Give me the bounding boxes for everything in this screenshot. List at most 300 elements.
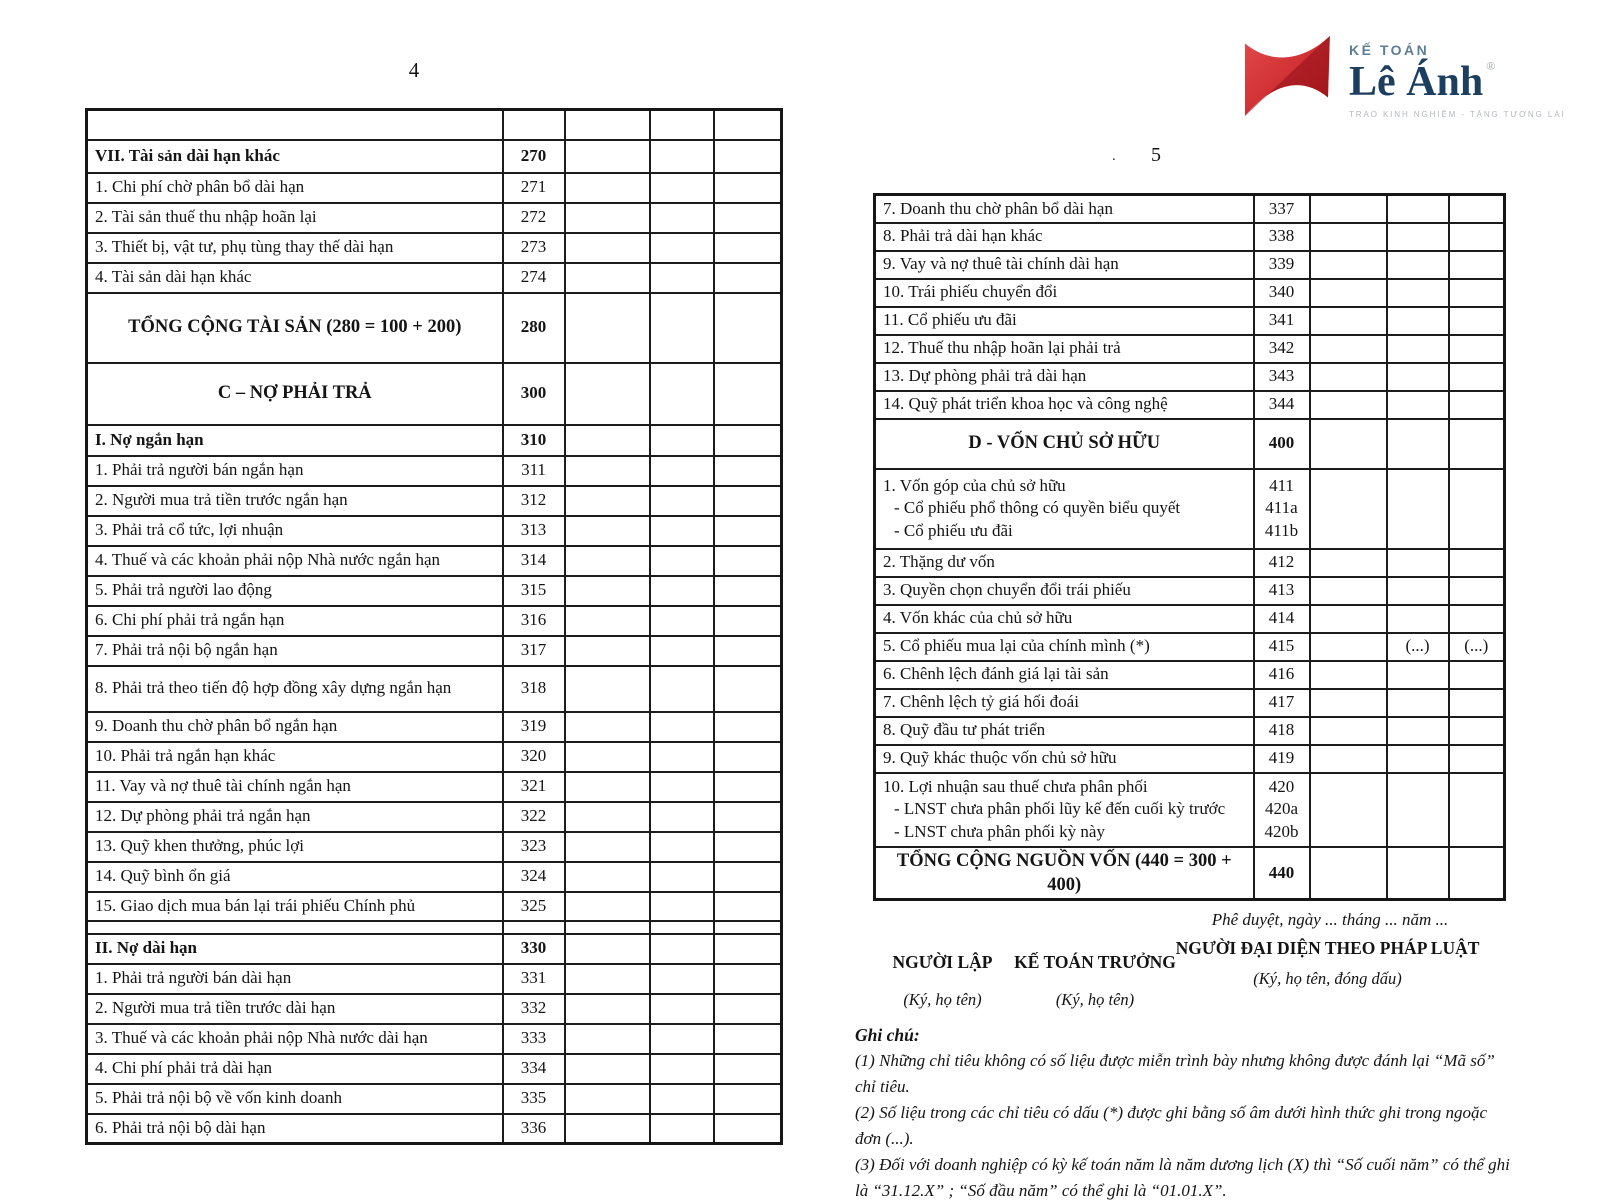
- row-value-col3: [714, 1054, 782, 1084]
- row-value-col1: [565, 173, 650, 203]
- row-value-col2: [1387, 549, 1449, 577]
- row-code: [503, 921, 565, 934]
- row-indicator-label: 1. Chi phí chờ phân bổ dài hạn: [87, 173, 503, 203]
- table-row: [87, 1084, 782, 1114]
- row-value-col3: [714, 742, 782, 772]
- signer-columns: [855, 910, 1505, 1020]
- row-code: 271: [503, 173, 565, 203]
- signer-title: KẾ TOÁN TRƯỞNG: [1014, 952, 1176, 972]
- row-code: 312: [503, 486, 565, 516]
- note-item: (3) Đối với doanh nghiệp có kỳ kế toán năm là năm dương lịch (X) thì “Số cuối năm” có thể ghi là “31.12.X” ; “Số đầu năm” có thể ghi là “01.01.X”.: [855, 1155, 1510, 1200]
- row-value-col3: [714, 110, 782, 140]
- row-indicator-label: 8. Quỹ đầu tư phát triển: [875, 717, 1254, 745]
- row-code: 314: [503, 546, 565, 576]
- row-indicator-label: 8. Phải trả dài hạn khác: [875, 223, 1254, 251]
- row-value-col3: [714, 546, 782, 576]
- row-value-col2: [650, 742, 714, 772]
- row-value-col3: [1449, 469, 1505, 549]
- row-value-col1: [1310, 717, 1387, 745]
- row-value-col2: [650, 636, 714, 666]
- row-code: 340: [1254, 279, 1310, 307]
- row-value-col1: [1310, 605, 1387, 633]
- note-item: (2) Số liệu trong các chỉ tiêu có dấu (*) được ghi bằng số âm dưới hình thức ghi trong ngoặc đơn (...).: [855, 1103, 1488, 1148]
- row-value-col2: [650, 486, 714, 516]
- table-row: [87, 203, 782, 233]
- row-indicator-label: 3. Thuế và các khoản phải nộp Nhà nước dài hạn: [87, 1024, 503, 1054]
- row-value-col3: [714, 921, 782, 934]
- table-row: [87, 1024, 782, 1054]
- row-indicator-label: 5. Phải trả người lao động: [87, 576, 503, 606]
- table-row: [875, 577, 1505, 605]
- row-value-col1: [565, 1114, 650, 1144]
- row-indicator-label: 14. Quỹ phát triển khoa học và công nghệ: [875, 391, 1254, 419]
- table-row: [875, 279, 1505, 307]
- row-code: 274: [503, 263, 565, 293]
- row-value-col1: [565, 832, 650, 862]
- row-code: 344: [1254, 391, 1310, 419]
- row-indicator-label: 4. Tài sản dài hạn khác: [87, 263, 503, 293]
- row-value-col1: [565, 606, 650, 636]
- row-value-col1: [565, 546, 650, 576]
- table-row: [87, 1114, 782, 1144]
- table-row: [875, 335, 1505, 363]
- table-row: [87, 802, 782, 832]
- row-indicator-label: 13. Dự phòng phải trả dài hạn: [875, 363, 1254, 391]
- row-indicator-label: [87, 110, 503, 140]
- row-value-col1: [1310, 419, 1387, 469]
- row-value-col3: [714, 964, 782, 994]
- row-value-col1: [565, 921, 650, 934]
- row-value-col3: [1449, 419, 1505, 469]
- row-code: 337: [1254, 195, 1310, 223]
- row-value-col3: [714, 862, 782, 892]
- row-value-col3: [714, 425, 782, 456]
- row-value-col1: [565, 964, 650, 994]
- row-indicator-label: VII. Tài sản dài hạn khác: [87, 140, 503, 173]
- row-indicator-label: II. Nợ dài hạn: [87, 934, 503, 964]
- signer-sign-note: (Ký, họ tên, đóng dấu): [1253, 968, 1402, 988]
- row-value-col1: [565, 1024, 650, 1054]
- table-row: [87, 921, 782, 934]
- table-row: [87, 363, 782, 425]
- row-value-col1: [565, 934, 650, 964]
- row-value-col2: [650, 203, 714, 233]
- row-value-col1: [1310, 773, 1387, 847]
- row-value-col3: [1449, 717, 1505, 745]
- row-value-col3: [1449, 335, 1505, 363]
- row-indicator-label: I. Nợ ngắn hạn: [87, 425, 503, 456]
- row-indicator-label: 7. Chênh lệch tỷ giá hối đoái: [875, 689, 1254, 717]
- table-row: [87, 742, 782, 772]
- row-code: 440: [1254, 847, 1310, 900]
- table-row: [875, 661, 1505, 689]
- row-code: 272: [503, 203, 565, 233]
- balance-sheet-table-page4: [85, 108, 783, 1145]
- row-value-col1: [565, 636, 650, 666]
- row-indicator-label: 5. Phải trả nội bộ về vốn kinh doanh: [87, 1084, 503, 1114]
- row-value-col2: [650, 110, 714, 140]
- table-row: [875, 469, 1505, 549]
- row-value-col3: (...): [1449, 633, 1505, 661]
- table-row: [87, 934, 782, 964]
- row-value-col2: [650, 892, 714, 921]
- row-value-col1: [565, 802, 650, 832]
- row-value-col2: [650, 1114, 714, 1144]
- brand-tagline: TRAO KINH NGHIỆM - TẶNG TƯƠNG LAI: [1349, 110, 1566, 120]
- row-code: 310: [503, 425, 565, 456]
- row-value-col3: [1449, 195, 1505, 223]
- row-code: 311: [503, 456, 565, 486]
- row-value-col1: [565, 1054, 650, 1084]
- table-row: [87, 456, 782, 486]
- table-row: [87, 1054, 782, 1084]
- row-indicator-label: 6. Chênh lệch đánh giá lại tài sản: [875, 661, 1254, 689]
- row-code: 414: [1254, 605, 1310, 633]
- row-value-col1: [565, 456, 650, 486]
- logo-red-ribbon-icon: [1238, 34, 1334, 118]
- table-row: [875, 689, 1505, 717]
- row-value-col3: [714, 486, 782, 516]
- row-code: 321: [503, 772, 565, 802]
- row-value-col2: [650, 772, 714, 802]
- row-indicator-label: 1. Phải trả người bán dài hạn: [87, 964, 503, 994]
- row-code: 413: [1254, 577, 1310, 605]
- row-indicator-label: 1. Phải trả người bán ngắn hạn: [87, 456, 503, 486]
- row-value-col2: [650, 263, 714, 293]
- row-value-col2: [650, 456, 714, 486]
- row-value-col3: [714, 203, 782, 233]
- row-value-col3: [714, 140, 782, 173]
- row-value-col2: [650, 606, 714, 636]
- row-code: 322: [503, 802, 565, 832]
- row-code: 319: [503, 712, 565, 742]
- row-value-col1: [1310, 223, 1387, 251]
- table-row: [875, 391, 1505, 419]
- table-row: [875, 847, 1505, 900]
- row-value-col3: [714, 606, 782, 636]
- row-value-col3: [714, 173, 782, 203]
- page5-rows: [875, 195, 1505, 900]
- notes-section: [855, 1022, 1513, 1204]
- row-indicator-label: TỔNG CỘNG TÀI SẢN (280 = 100 + 200): [87, 293, 503, 363]
- row-value-col2: [650, 1054, 714, 1084]
- row-value-col3: [714, 1024, 782, 1054]
- row-value-col3: [714, 263, 782, 293]
- table-row: [875, 633, 1505, 661]
- table-row: [875, 195, 1505, 223]
- row-value-col3: [1449, 847, 1505, 900]
- row-code: 317: [503, 636, 565, 666]
- row-value-col2: [650, 516, 714, 546]
- row-value-col2: [650, 293, 714, 363]
- page-number-4: 4: [408, 58, 420, 82]
- brand-logo: [1238, 34, 1566, 119]
- row-code: 418: [1254, 717, 1310, 745]
- table-row: [87, 425, 782, 456]
- row-indicator-label: 8. Phải trả theo tiến độ hợp đồng xây dựng ngắn hạn: [87, 666, 503, 712]
- row-code: 273: [503, 233, 565, 263]
- row-value-col2: [650, 576, 714, 606]
- row-value-col3: [1449, 391, 1505, 419]
- row-code: 412: [1254, 549, 1310, 577]
- row-value-col1: [1310, 577, 1387, 605]
- row-code: 330: [503, 934, 565, 964]
- row-code: 339: [1254, 251, 1310, 279]
- row-code: 400: [1254, 419, 1310, 469]
- table-row: [87, 576, 782, 606]
- row-indicator-label: D - VỐN CHỦ SỞ HỮU: [875, 419, 1254, 469]
- table-row: [87, 832, 782, 862]
- row-indicator-label: 2. Người mua trả tiền trước ngắn hạn: [87, 486, 503, 516]
- table-row: [875, 605, 1505, 633]
- row-indicator-label: 4. Thuế và các khoản phải nộp Nhà nước ngắn hạn: [87, 546, 503, 576]
- row-value-col3: [714, 1084, 782, 1114]
- row-value-col2: [1387, 577, 1449, 605]
- row-value-col1: [565, 293, 650, 363]
- row-code: 270: [503, 140, 565, 173]
- row-value-col2: [1387, 661, 1449, 689]
- row-code: 300: [503, 363, 565, 425]
- table-row: [87, 110, 782, 140]
- table-row: [87, 606, 782, 636]
- row-value-col2: [650, 994, 714, 1024]
- row-value-col3: [1449, 661, 1505, 689]
- row-code: 313: [503, 516, 565, 546]
- row-indicator-label: 3. Phải trả cổ tức, lợi nhuận: [87, 516, 503, 546]
- row-value-col1: [1310, 847, 1387, 900]
- table-row: [87, 263, 782, 293]
- row-indicator-label: 4. Chi phí phải trả dài hạn: [87, 1054, 503, 1084]
- row-indicator-label: 10. Lợi nhuận sau thuế chưa phân phối - LNST chưa phân phối lũy kế đến cuối kỳ trước - LNST chưa phân phối kỳ này: [875, 773, 1254, 847]
- row-value-col3: [1449, 549, 1505, 577]
- registered-trademark-icon: ®: [1486, 59, 1496, 73]
- table-row: [875, 549, 1505, 577]
- row-value-col1: [1310, 195, 1387, 223]
- table-row: [87, 233, 782, 263]
- row-value-col1: [1310, 307, 1387, 335]
- row-value-col3: [714, 636, 782, 666]
- row-indicator-label: 1. Vốn góp của chủ sở hữu - Cổ phiếu phổ thông có quyền biểu quyết - Cổ phiếu ưu đãi: [875, 469, 1254, 549]
- row-value-col3: [714, 233, 782, 263]
- row-value-col2: [1387, 223, 1449, 251]
- page-5-dot-mark: .: [1112, 148, 1116, 164]
- brand-name: Lê Ánh: [1349, 59, 1484, 105]
- row-code: [503, 110, 565, 140]
- table-row: [875, 307, 1505, 335]
- row-value-col1: [1310, 633, 1387, 661]
- row-value-col2: [650, 934, 714, 964]
- row-value-col1: [565, 712, 650, 742]
- brand-logo-text: [1349, 34, 1566, 119]
- row-value-col1: [565, 263, 650, 293]
- row-value-col2: [650, 233, 714, 263]
- row-value-col3: [1449, 745, 1505, 773]
- row-indicator-label: 13. Quỹ khen thưởng, phúc lợi: [87, 832, 503, 862]
- row-value-col1: [565, 516, 650, 546]
- row-value-col2: [650, 363, 714, 425]
- row-value-col3: [714, 994, 782, 1024]
- row-value-col2: [1387, 689, 1449, 717]
- row-value-col2: [650, 862, 714, 892]
- row-value-col2: [650, 546, 714, 576]
- row-indicator-label: 7. Doanh thu chờ phân bổ dài hạn: [875, 195, 1254, 223]
- table-row: [87, 173, 782, 203]
- row-value-col2: [650, 802, 714, 832]
- row-value-col3: [714, 293, 782, 363]
- row-value-col2: [650, 1024, 714, 1054]
- table-row: [87, 892, 782, 921]
- row-indicator-label: 2. Người mua trả tiền trước dài hạn: [87, 994, 503, 1024]
- row-indicator-label: 6. Phải trả nội bộ dài hạn: [87, 1114, 503, 1144]
- row-value-col3: [1449, 279, 1505, 307]
- row-value-col1: [565, 110, 650, 140]
- row-value-col3: [714, 712, 782, 742]
- row-value-col1: [1310, 363, 1387, 391]
- row-code: 320: [503, 742, 565, 772]
- row-code: 318: [503, 666, 565, 712]
- row-value-col3: [714, 666, 782, 712]
- row-value-col1: [1310, 689, 1387, 717]
- row-value-col3: [1449, 605, 1505, 633]
- row-value-col3: [714, 772, 782, 802]
- row-value-col2: [650, 173, 714, 203]
- row-value-col3: [714, 456, 782, 486]
- row-code: 332: [503, 994, 565, 1024]
- row-value-col3: [714, 802, 782, 832]
- notes-heading: Ghi chú:: [855, 1025, 920, 1045]
- row-value-col2: [650, 712, 714, 742]
- row-value-col2: [1387, 279, 1449, 307]
- row-value-col2: [1387, 605, 1449, 633]
- row-indicator-label: 6. Chi phí phải trả ngắn hạn: [87, 606, 503, 636]
- table-row: [87, 666, 782, 712]
- row-value-col3: [714, 1114, 782, 1144]
- row-indicator-label: 9. Quỹ khác thuộc vốn chủ sở hữu: [875, 745, 1254, 773]
- row-value-col3: [1449, 307, 1505, 335]
- row-value-col2: [650, 1084, 714, 1114]
- row-code: 315: [503, 576, 565, 606]
- row-value-col2: [650, 921, 714, 934]
- table-row: [87, 994, 782, 1024]
- row-value-col1: [565, 862, 650, 892]
- row-value-col3: [714, 363, 782, 425]
- row-value-col2: [650, 964, 714, 994]
- row-value-col1: [565, 425, 650, 456]
- row-indicator-label: 3. Thiết bị, vật tư, phụ tùng thay thế dài hạn: [87, 233, 503, 263]
- row-indicator-label: 15. Giao dịch mua bán lại trái phiếu Chính phủ: [87, 892, 503, 921]
- row-code: 324: [503, 862, 565, 892]
- signer-sign-note: (Ký, họ tên): [1055, 989, 1135, 1009]
- table-row: [875, 419, 1505, 469]
- row-value-col1: [565, 363, 650, 425]
- page-number-5: 5: [1151, 144, 1161, 166]
- row-value-col2: [650, 140, 714, 173]
- row-code: 335: [503, 1084, 565, 1114]
- row-value-col2: [1387, 195, 1449, 223]
- row-value-col3: [714, 576, 782, 606]
- row-code: 334: [503, 1054, 565, 1084]
- row-code: 325: [503, 892, 565, 921]
- row-value-col1: [1310, 391, 1387, 419]
- row-value-col3: [1449, 223, 1505, 251]
- table-row: [875, 251, 1505, 279]
- row-value-col2: [650, 666, 714, 712]
- row-value-col3: [1449, 773, 1505, 847]
- row-code: 341: [1254, 307, 1310, 335]
- row-code: 419: [1254, 745, 1310, 773]
- table-row: [87, 636, 782, 666]
- table-row: [87, 862, 782, 892]
- balance-sheet-table-page5: [873, 193, 1506, 901]
- row-code: 411 411a 411b: [1254, 469, 1310, 549]
- row-indicator-label: 5. Cổ phiếu mua lại của chính mình (*): [875, 633, 1254, 661]
- row-code: 331: [503, 964, 565, 994]
- row-value-col1: [1310, 251, 1387, 279]
- row-value-col3: [714, 934, 782, 964]
- row-value-col3: [714, 892, 782, 921]
- row-value-col1: [565, 576, 650, 606]
- row-value-col1: [565, 666, 650, 712]
- row-indicator-label: 4. Vốn khác của chủ sở hữu: [875, 605, 1254, 633]
- row-value-col2: [1387, 419, 1449, 469]
- row-value-col1: [565, 994, 650, 1024]
- row-value-col3: [1449, 577, 1505, 605]
- table-row: [875, 223, 1505, 251]
- page4-rows: [87, 110, 782, 1144]
- row-value-col1: [565, 742, 650, 772]
- row-indicator-label: 2. Tài sản thuế thu nhập hoãn lại: [87, 203, 503, 233]
- row-value-col3: [714, 516, 782, 546]
- row-value-col2: [650, 832, 714, 862]
- row-code: 415: [1254, 633, 1310, 661]
- row-indicator-label: TỔNG CỘNG NGUỒN VỐN (440 = 300 + 400): [875, 847, 1254, 900]
- row-indicator-label: 10. Phải trả ngắn hạn khác: [87, 742, 503, 772]
- row-code: 323: [503, 832, 565, 862]
- table-row: [875, 363, 1505, 391]
- row-value-col1: [1310, 335, 1387, 363]
- row-value-col3: [714, 832, 782, 862]
- row-indicator-label: 3. Quyền chọn chuyển đổi trái phiếu: [875, 577, 1254, 605]
- row-value-col3: [1449, 251, 1505, 279]
- row-code: 416: [1254, 661, 1310, 689]
- row-value-col2: [1387, 745, 1449, 773]
- row-value-col1: [565, 892, 650, 921]
- table-row: [87, 772, 782, 802]
- row-value-col2: [650, 425, 714, 456]
- row-code: 343: [1254, 363, 1310, 391]
- row-value-col2: [1387, 251, 1449, 279]
- brand-name-row: [1349, 60, 1566, 104]
- row-value-col1: [565, 203, 650, 233]
- row-value-col1: [1310, 661, 1387, 689]
- row-code: 342: [1254, 335, 1310, 363]
- row-value-col2: [1387, 773, 1449, 847]
- approval-date-line: Phê duyệt, ngày ... tháng ... năm ...: [1211, 910, 1449, 929]
- row-value-col2: (...): [1387, 633, 1449, 661]
- row-value-col1: [1310, 745, 1387, 773]
- row-value-col1: [565, 486, 650, 516]
- table-row: [87, 964, 782, 994]
- row-value-col2: [1387, 717, 1449, 745]
- row-value-col2: [1387, 307, 1449, 335]
- row-indicator-label: 9. Doanh thu chờ phân bổ ngắn hạn: [87, 712, 503, 742]
- table-row: [87, 293, 782, 363]
- row-value-col1: [565, 1084, 650, 1114]
- row-indicator-label: [87, 921, 503, 934]
- row-indicator-label: 11. Vay và nợ thuê tài chính ngắn hạn: [87, 772, 503, 802]
- row-value-col1: [1310, 279, 1387, 307]
- row-indicator-label: 7. Phải trả nội bộ ngắn hạn: [87, 636, 503, 666]
